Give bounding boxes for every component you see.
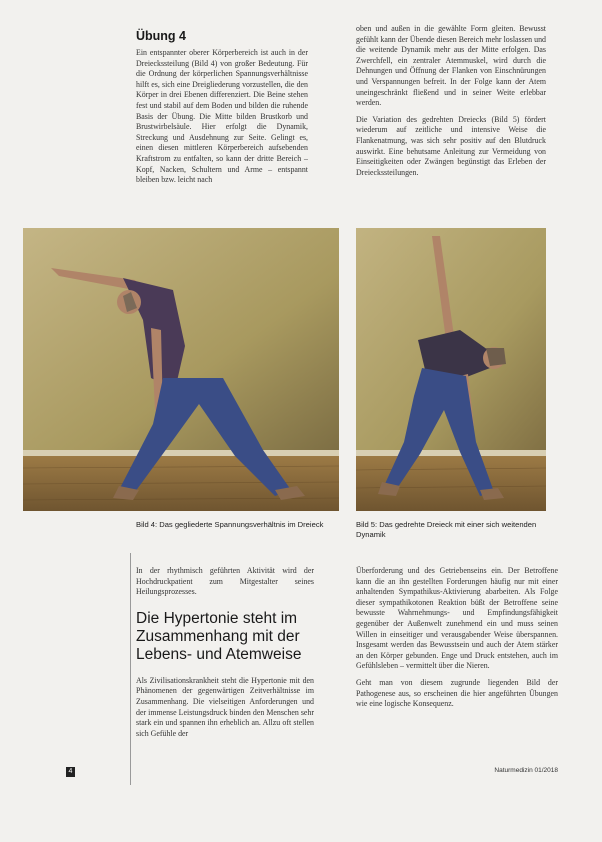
exercise-paragraph: oben und außen in die gewählte Form gleiten. Bewusst gefühlt kann der Übende diesen Bereich mehr loslassen und die weitende Dynamik mehr aus der Mitte erfolgen. Das Zwerchfell, ein zentraler Atemmuskel, wird durch die Dehnungen und Öffnung der Flanken von Einschnürungen und Verspannungen befreit. In der Folge kann der Atem uneingeschränkt fließend und in seiner Weite erlebbar werden.	[356, 24, 546, 108]
photo-triangle-pose	[23, 228, 339, 511]
article-paragraph: Als Zivilisationskrankheit steht die Hypertonie mit den Phänomenen der gegenwärtigen Zeitverhältnisse im Zusammenhang. Die vielseitigen Anforderungen und der immense Leistungsdruck binden den Menschen sehr stark ein und spannen ihn erheblich an. Allzu oft stellen sich Gefühle der	[136, 675, 314, 738]
exercise-paragraph: Ein entspannter oberer Körperbereich ist auch in der Dreieckssteilung (Bild 4) von großer Bedeutung. Für die Ordnung der körperlichen Spannungsverhältnisse hilft es, sich eine Dreigliederung vorzustellen, die den Körper in drei Ebenen differenziert. Die Beine stehen fest und stabil auf dem Boden und bilden die ruhende Basis der Übung. Die Mitte bilden Brustkorb und Brustwirbelsäule. Hier erfolgt die Dynamik, Streckung und Ausdehnung zur Seite. Gelingt es, einen diesen mittleren Körperbereich aufsebenden Kraftstrom zu entfalten, so kann der dritte Bereich – Kopf, Nacken, Schultern und Arme – entspannt bleiben bzw. leicht nach	[136, 48, 308, 185]
exercise-text-column	[136, 48, 308, 192]
magazine-footer: Naturmedizin 01/2018	[494, 767, 558, 774]
section-heading: Die Hypertonie steht im Zusammenhang mit der Lebens- und Atemweise	[136, 609, 302, 663]
exercise-continuation-column	[356, 24, 546, 184]
article-column-right	[356, 566, 558, 716]
photo-revolved-triangle-pose	[356, 228, 546, 511]
exercise-title: Übung 4	[136, 29, 186, 43]
caption-photo-5: Bild 5: Das gedrehte Dreieck mit einer sich weitenden Dynamik	[356, 520, 537, 539]
article-paragraph: Geht man von diesem zugrunde liegenden Bild der Pathogenese aus, so erscheinen die hier angeführten Übungen wie eine logische Konsequenz.	[356, 677, 558, 709]
column-divider	[130, 553, 131, 785]
intro-paragraph: In der rhythmisch geführten Aktivität wird der Hochdruckpatient zum Mitgestalter seines Heilungsprozesses.	[136, 566, 314, 597]
exercise-paragraph: Die Variation des gedrehten Dreiecks (Bild 5) fördert wiederum auf zeitliche und intensive Weise die Flankenatmung, was sich sehr positiv auf den Blutdruck auswirkt. Eine behutsame Anleitung zur Vermeidung von Einseitigkeiten oder Zwängen begünstigt das Erleben der Dreieckssteilungen.	[356, 114, 546, 177]
page-number: 4	[66, 767, 75, 777]
article-paragraph: Überforderung und des Getriebenseins ein. Der Betroffene kann die an ihn gestellten Forderungen häufig nur mit einer anhaltenden Sympathikus-Aktivierung abarbeiten. Als Folge dieser sympathikotonen Reaktion büßt der Betroffene seine bewusste Wahrnehmungs- und Empfindungsfähigkeit gegenüber der Außenwelt zunehmend ein und muss seinen Willen in einseitiger und verausgabender Weise überspannen. Insgesamt werden das Bewusstsein und auch der Atem stärker an den Körper gebunden. Enge und Druck entstehen, auch im Gefühlsleben – vermittelt über die Nieren.	[356, 566, 558, 671]
article-column-left	[136, 566, 314, 745]
caption-photo-4: Bild 4: Das gegliederte Spannungsverhältnis im Dreieck	[136, 520, 324, 529]
